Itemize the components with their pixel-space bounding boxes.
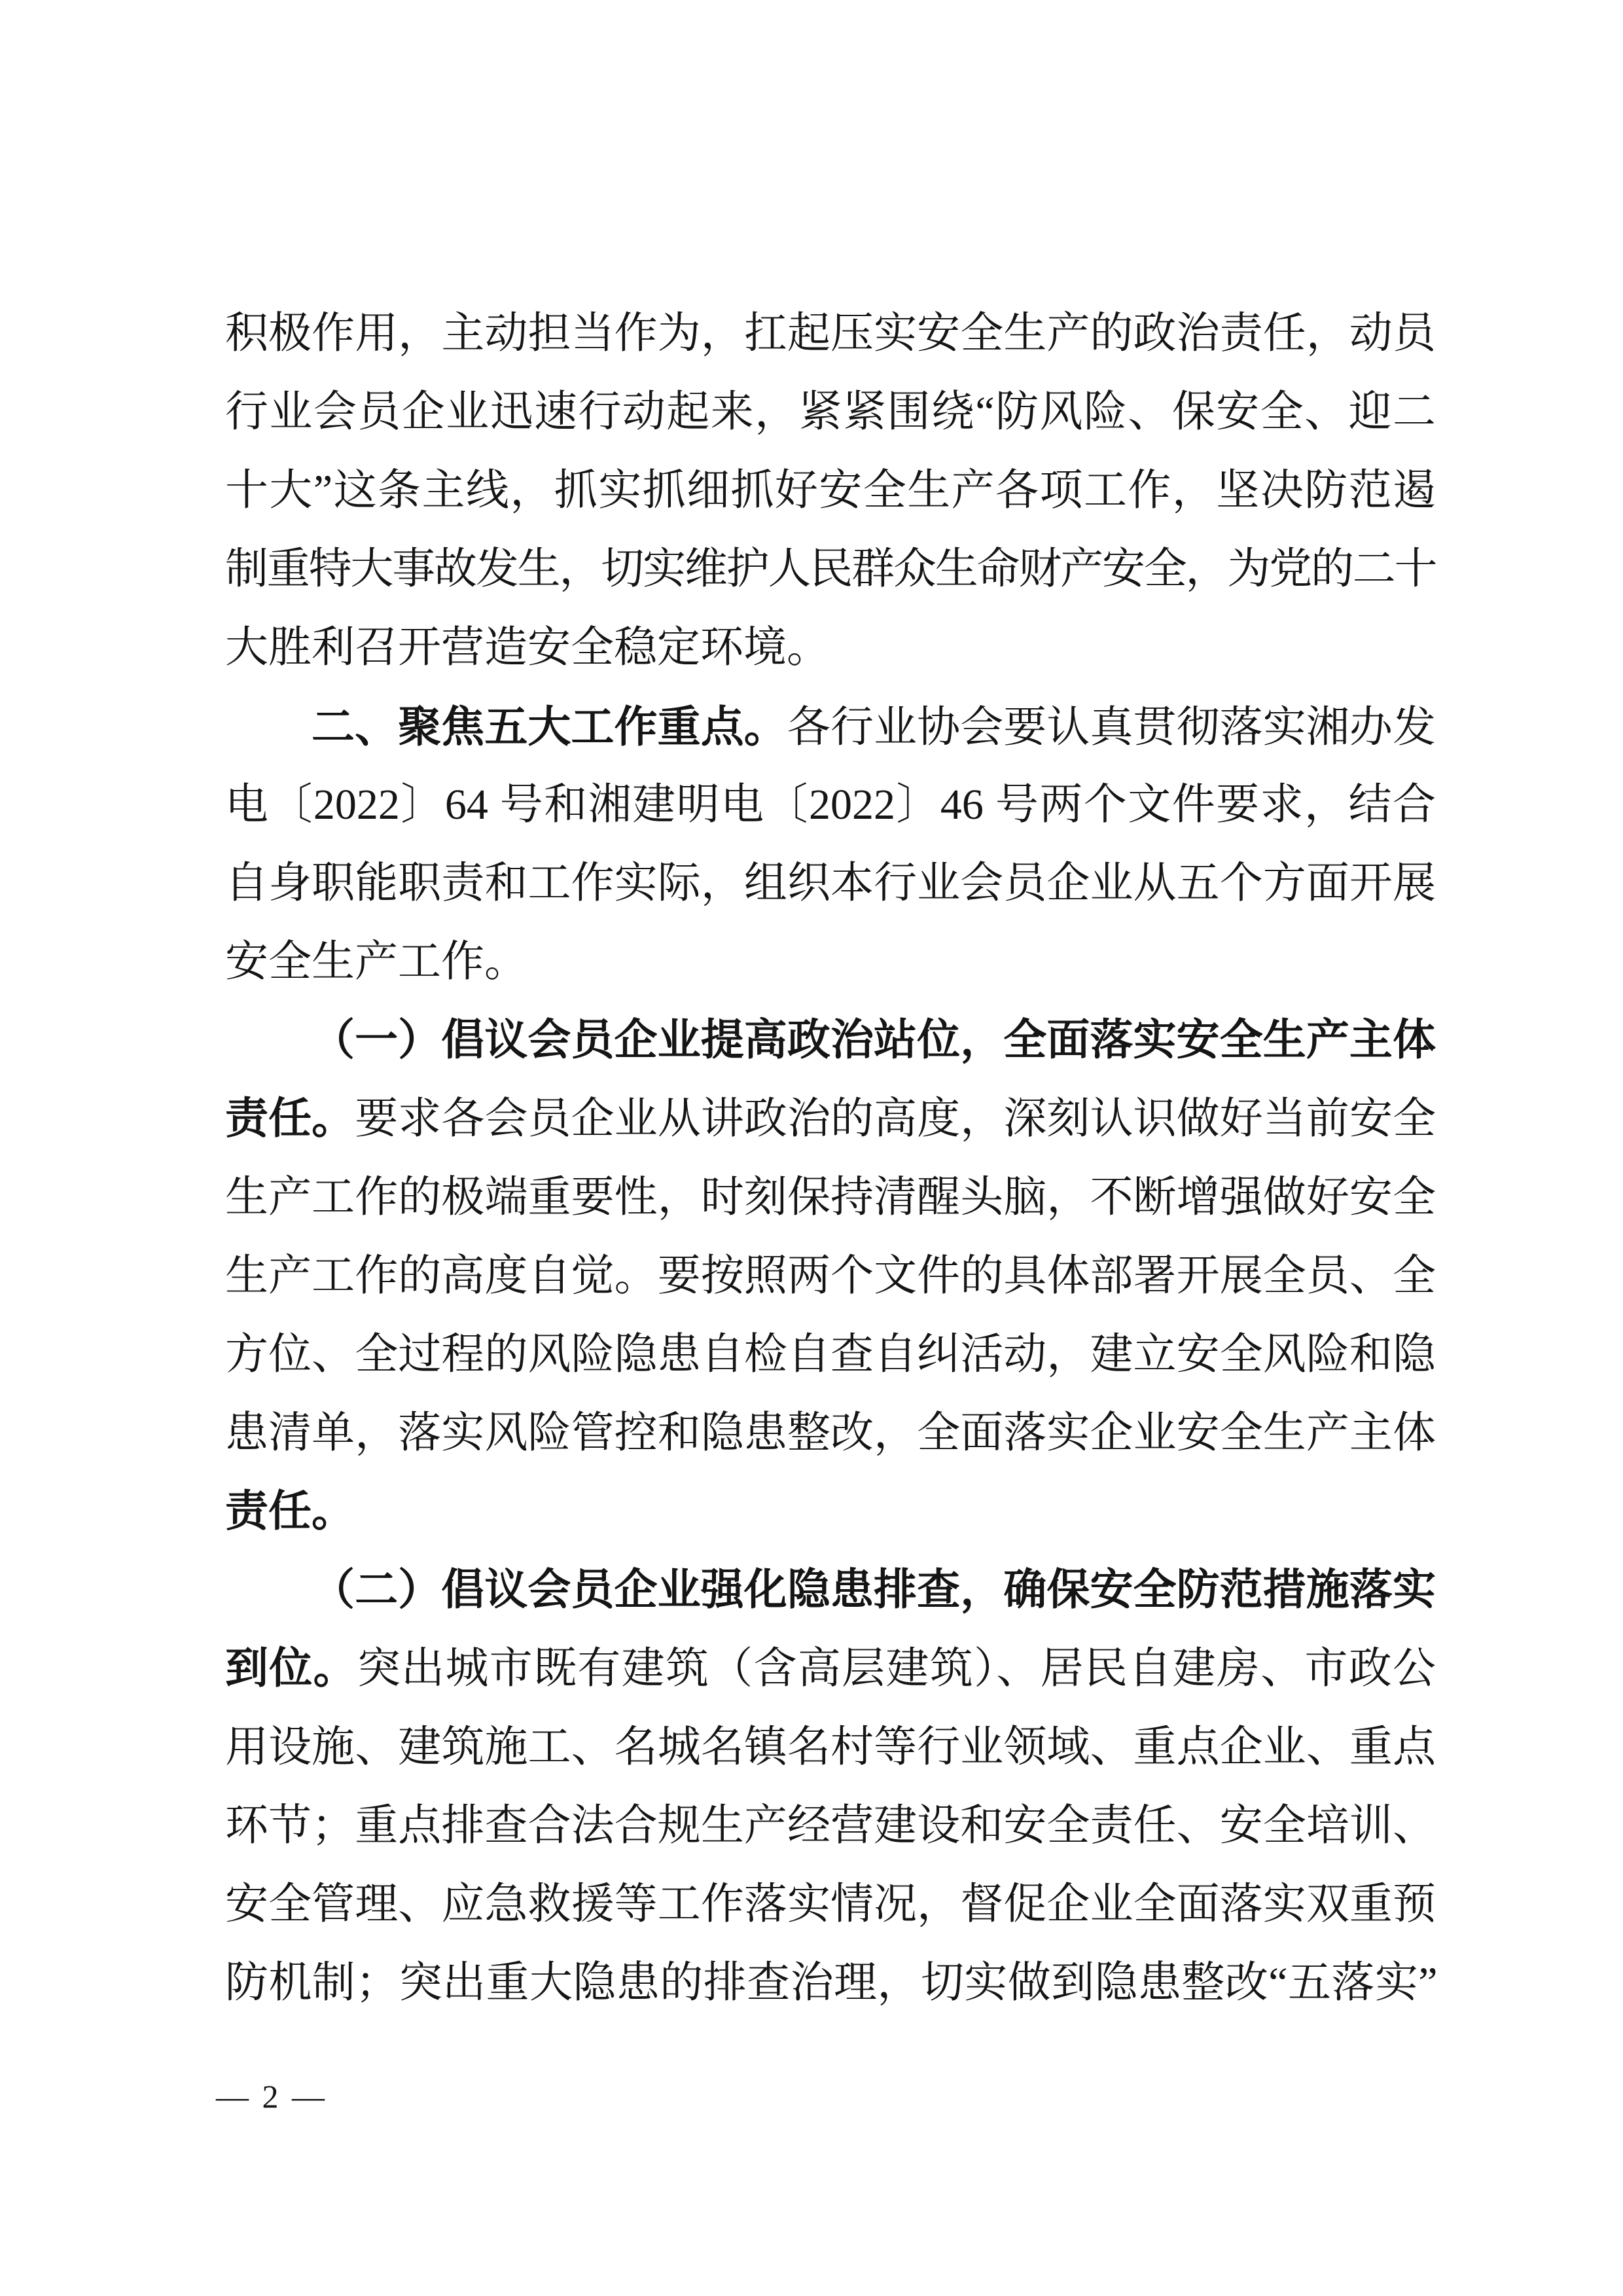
text-segment: 环节；重点排查合法合规生产经营建设和安全责任、安全培训、 [225, 1802, 1436, 1850]
text-segment: 患清单，落实风险管控和隐患整改，全面落实企业安全生产主体 [225, 1409, 1436, 1457]
text-segment: 大胜利召开营造安全稳定环境。 [225, 624, 830, 672]
document-text-block [225, 295, 1436, 2022]
text-line-7 [225, 766, 1436, 844]
text-segment: 用设施、建筑施工、名城名镇名村等行业领域、重点企业、重点 [225, 1723, 1436, 1771]
subsection-heading-1-continued: 责任。 [225, 1095, 355, 1143]
text-segment: 责任。 [225, 1488, 355, 1535]
text-line-9 [225, 923, 1436, 1001]
text-segment: 要求各会员企业从讲政治的高度，深刻认识做好当前安全 [355, 1095, 1436, 1143]
text-segment: 电〔2022〕64 号和湘建明电〔2022〕46 号两个文件要求，结合 [225, 781, 1436, 829]
text-segment: 生产工作的高度自觉。要按照两个文件的具体部署开展全员、全 [225, 1252, 1436, 1300]
text-segment: 积极作用，主动担当作为，扛起压实安全生产的政治责任，动员 [225, 310, 1436, 357]
text-segment: 方位、全过程的风险隐患自检自查自纠活动，建立安全风险和隐 [225, 1331, 1436, 1378]
text-line-4 [225, 530, 1436, 609]
text-line-14 [225, 1316, 1436, 1394]
text-line-8 [225, 844, 1436, 923]
subsection-heading-2: （二）倡议会员企业强化隐患排查，确保安全防范措施落实 [312, 1566, 1436, 1614]
text-line-20 [225, 1787, 1436, 1865]
subsection-heading-1: （一）倡议会员企业提高政治站位，全面落实安全生产主体 [312, 1016, 1436, 1064]
text-segment: 自身职能职责和工作实际，组织本行业会员企业从五个方面开展 [225, 859, 1436, 907]
text-line-12 [225, 1158, 1436, 1237]
text-line-19 [225, 1708, 1436, 1787]
text-segment: 安全管理、应急救援等工作落实情况，督促企业全面落实双重预 [225, 1880, 1436, 1928]
text-line-11 [225, 1080, 1436, 1158]
text-segment: 各行业协会要认真贯彻落实湘办发 [787, 704, 1436, 751]
text-line-13 [225, 1237, 1436, 1316]
text-line-16 [225, 1473, 1436, 1551]
page-number: — 2 — [216, 2078, 327, 2115]
subsection-heading-2-continued: 到位。 [225, 1645, 357, 1693]
text-line-6 [225, 687, 1436, 766]
text-line-22 [225, 1944, 1436, 2022]
text-line-2 [225, 373, 1436, 452]
text-line-17 [225, 1551, 1436, 1630]
text-line-15 [225, 1394, 1436, 1473]
text-segment: 生产工作的极端重要性，时刻保持清醒头脑，不断增强做好安全 [225, 1174, 1436, 1221]
text-line-18 [225, 1630, 1436, 1708]
text-segment: 防机制；突出重大隐患的排查治理，切实做到隐患整改“五落实” [225, 1959, 1436, 2007]
text-segment: 十大”这条主线，抓实抓细抓好安全生产各项工作，坚决防范遏 [225, 467, 1436, 514]
text-line-10 [225, 1001, 1436, 1080]
text-line-1 [225, 295, 1436, 373]
text-segment: 安全生产工作。 [225, 938, 527, 986]
text-line-21 [225, 1865, 1436, 1944]
text-segment: 行业会员企业迅速行动起来，紧紧围绕“防风险、保安全、迎二 [225, 388, 1436, 436]
text-segment: 制重特大事故发生，切实维护人民群众生命财产安全，为党的二十 [225, 545, 1436, 593]
section-heading-2: 二、聚焦五大工作重点。 [312, 702, 787, 751]
text-line-5 [225, 609, 1436, 687]
text-segment: 突出城市既有建筑（含高层建筑）、居民自建房、市政公 [357, 1645, 1436, 1693]
text-line-3 [225, 452, 1436, 530]
